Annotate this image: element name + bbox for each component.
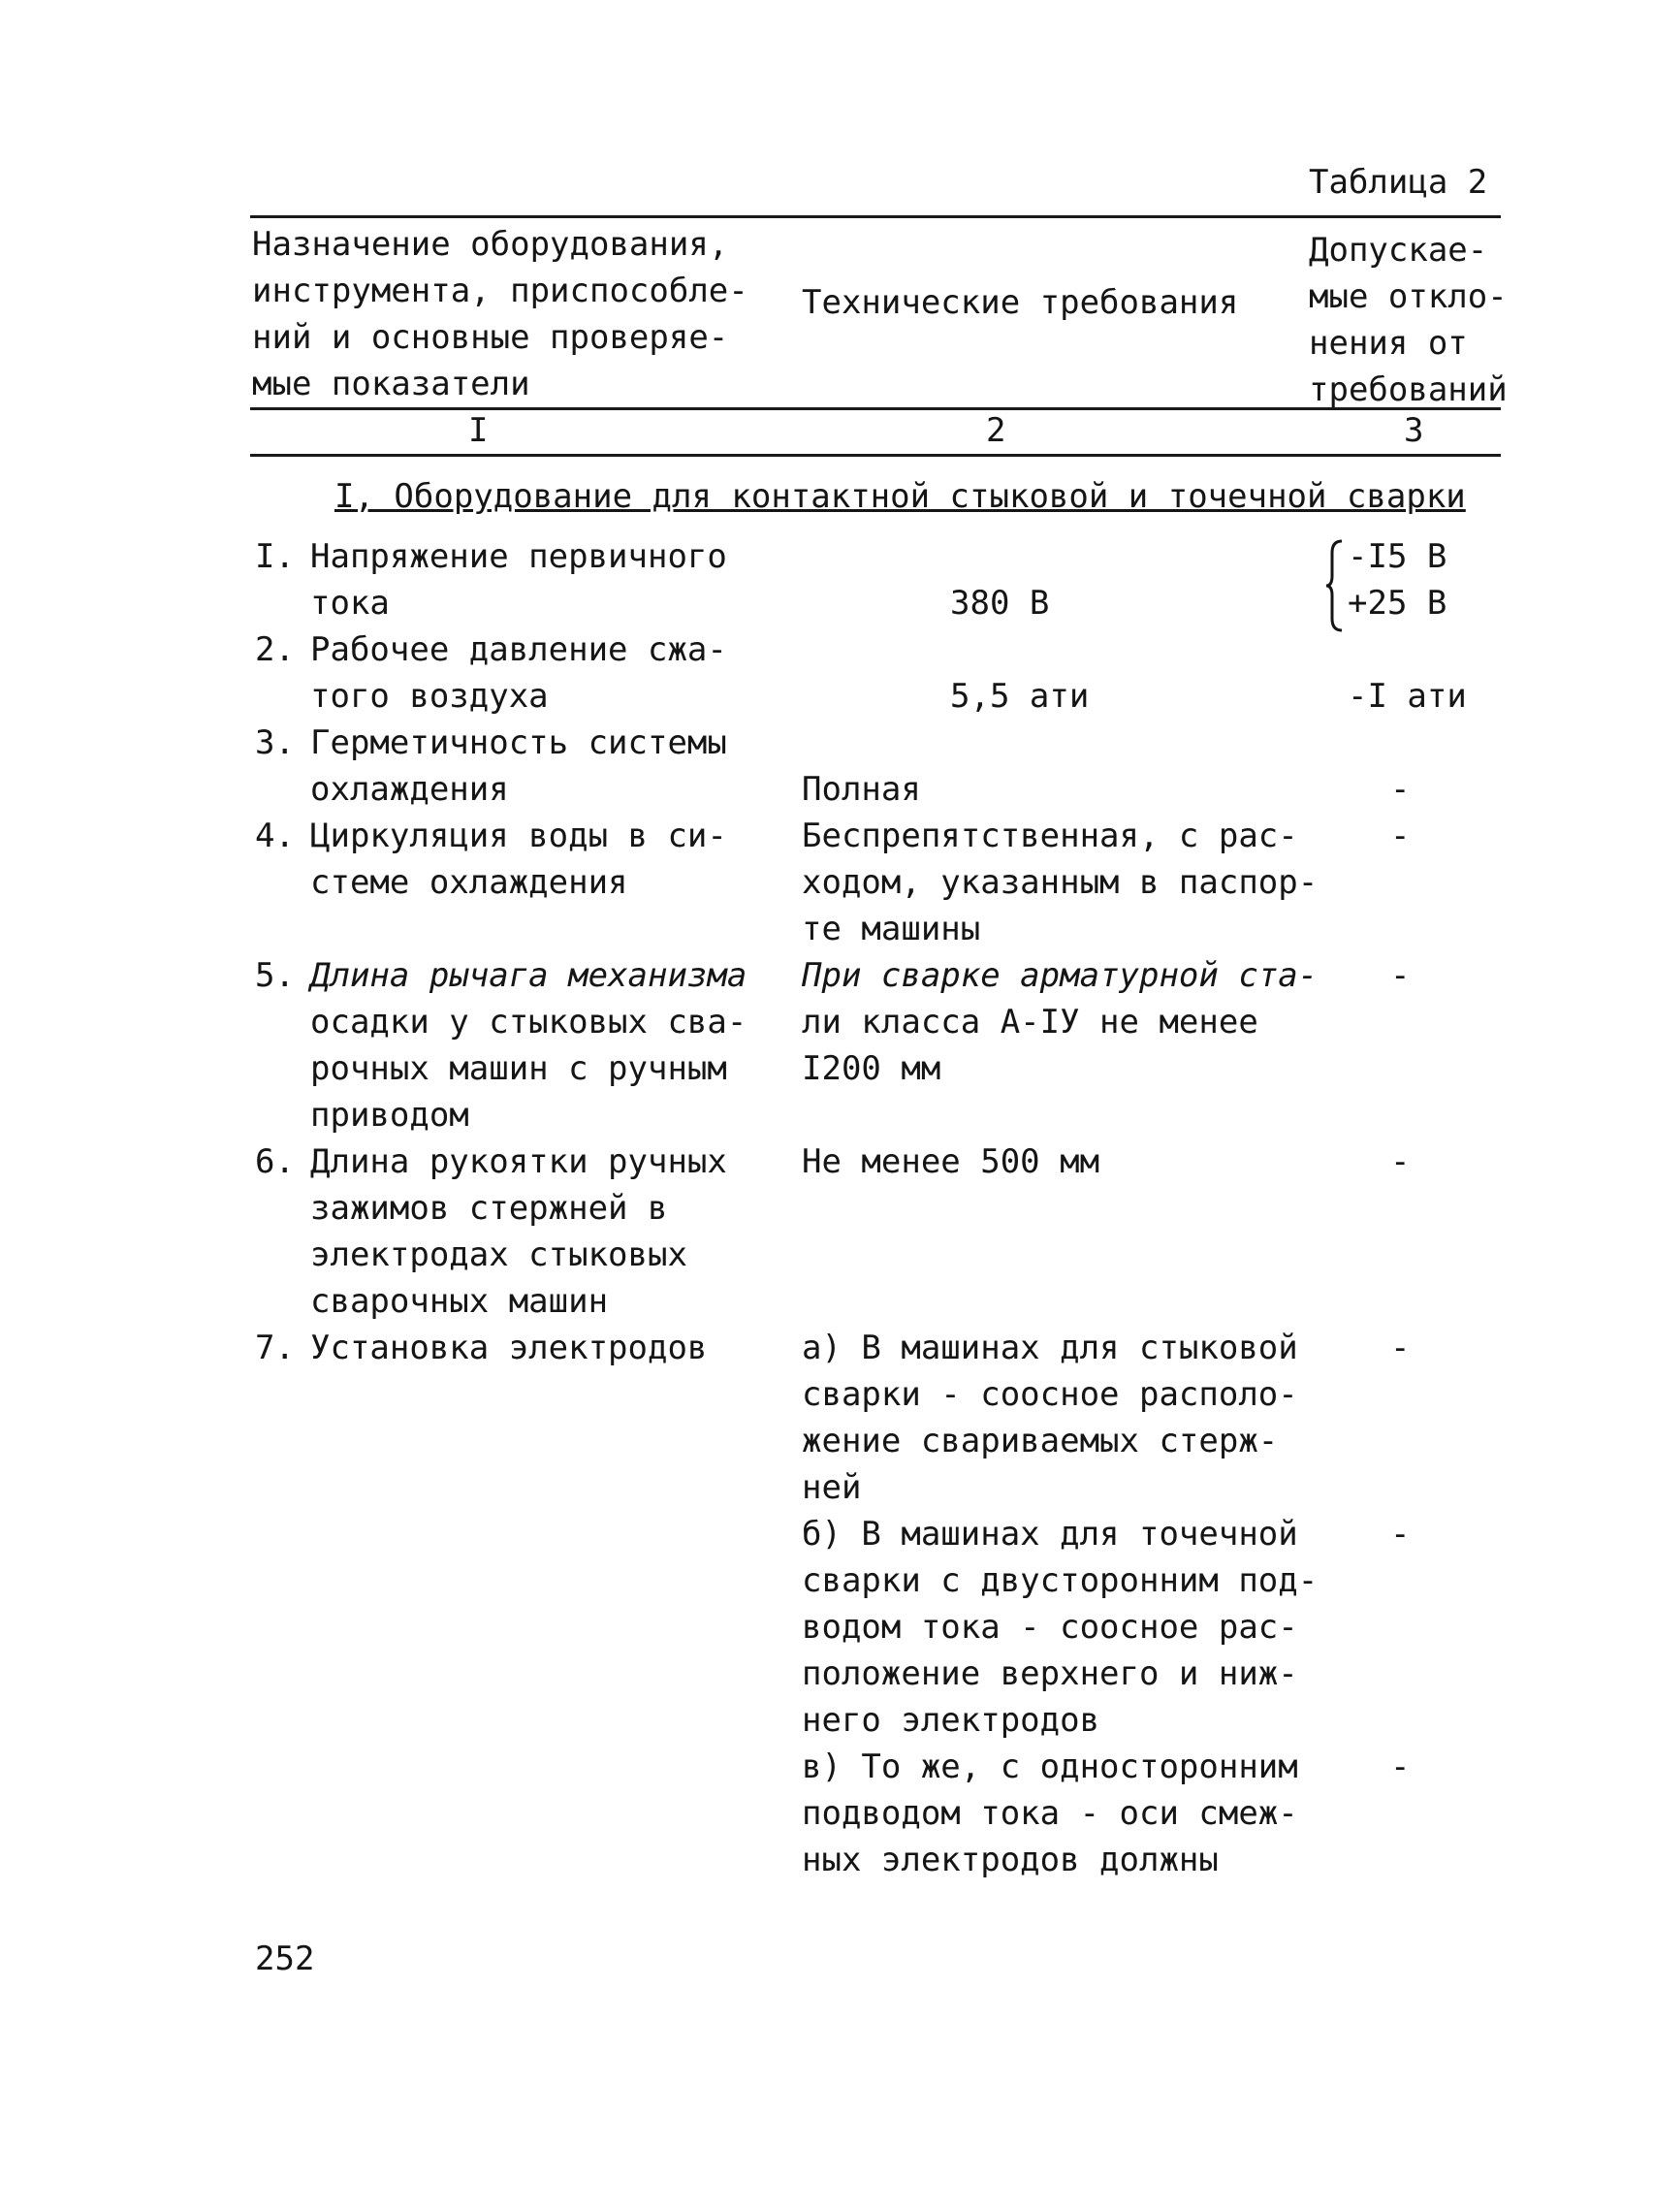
header-col2: Технические требования [802,283,1239,322]
row-7b-requirement-line-5: него электродов [802,1701,1100,1740]
row-1-number: I. [255,537,295,576]
column-number-3: 3 [1404,411,1424,450]
row-6-name-line-4: сварочных машин [310,1282,609,1321]
row-1-tolerance-line-2: +25 В [1348,584,1447,623]
row-6-name-line-3: электродах стыковых [310,1235,687,1274]
row-7-name: Установка электродов [310,1329,708,1367]
row-1-name-line-1: Напряжение первичного [310,537,727,576]
row-4-name-line-2: стеме охлаждения [310,863,628,902]
row-7b-requirement-line-2: сварки с двусторонним под- [802,1561,1319,1600]
column-number-1: I [468,411,489,450]
row-4-tolerance: - [1390,817,1411,855]
row-5-name-line-1: Длина рычага механизма [310,956,747,995]
row-3-requirement: Полная [802,770,921,809]
row-4-requirement-line-3: те машины [802,910,981,948]
row-7-number: 7. [255,1329,295,1367]
header-mid-rule [250,407,1501,410]
row-5-requirement-line-3: I200 мм [802,1049,941,1088]
row-7a-requirement-line-2: сварки - соосное располо- [802,1375,1298,1414]
row-3-number: 3. [255,723,295,762]
header-col1-line-3: ний и основные проверяе- [252,318,729,357]
header-col3-line-1: Допускае- [1309,231,1488,270]
row-4-requirement-line-1: Беспрепятственная, с рас- [802,817,1298,855]
row-2-requirement: 5,5 ати [950,677,1090,716]
row-2-name-line-2: того воздуха [310,677,549,716]
row-7a-requirement-line-3: жение свариваемых стерж- [802,1422,1279,1460]
row-5-number: 5. [255,956,295,995]
page-number: 252 [255,1940,315,1978]
tolerance-brace [1324,537,1346,634]
row-5-tolerance: - [1390,956,1411,995]
row-7a-requirement-line-4: ней [802,1468,862,1507]
row-2-number: 2. [255,630,295,669]
row-4-number: 4. [255,817,295,855]
row-4-requirement-line-2: ходом, указанным в паспор- [802,863,1319,902]
header-col3-line-3: нения от [1309,324,1468,363]
row-6-name-line-1: Длина рукоятки ручных [310,1142,727,1181]
header-col1-line-1: Назначение оборудования, [252,225,729,264]
row-6-requirement: Не менее 500 мм [802,1142,1100,1181]
row-2-tolerance: -I ати [1348,677,1467,716]
row-5-name-line-4: приводом [310,1096,469,1135]
row-5-requirement-line-1: При сварке арматурной ста- [802,956,1319,995]
row-3-name-line-2: охлаждения [310,770,509,809]
header-top-rule [250,215,1501,218]
row-1-requirement: 380 В [950,584,1050,623]
row-3-tolerance: - [1390,770,1411,809]
row-7c-requirement-line-3: ных электродов должны [802,1841,1219,1879]
row-7b-requirement-line-4: положение верхнего и ниж- [802,1654,1298,1693]
row-1-tolerance-line-1: -I5 В [1348,537,1447,576]
row-7c-requirement-line-1: в) То же, с односторонним [802,1747,1298,1786]
row-5-name-line-3: рочных машин с ручным [310,1049,727,1088]
row-2-name-line-1: Рабочее давление сжа- [310,630,727,669]
header-bottom-rule [250,454,1501,457]
row-7b-requirement-line-1: б) В машинах для точечной [802,1515,1298,1554]
header-col1-line-2: инструмента, приспособле- [252,272,748,310]
row-6-tolerance: - [1390,1142,1411,1181]
table-label: Таблица 2 [1309,163,1488,202]
row-4-name-line-1: Циркуляция воды в си- [310,817,727,855]
row-7b-requirement-line-3: водом тока - соосное рас- [802,1608,1298,1647]
header-col1-line-4: мые показатели [252,365,530,403]
row-7a-tolerance: - [1390,1329,1411,1367]
row-6-number: 6. [255,1142,295,1181]
row-5-requirement-line-2: ли класса А-IУ не менее [802,1003,1258,1042]
row-1-name-line-2: тока [310,584,390,623]
row-7c-requirement-line-2: подводом тока - оси смеж- [802,1794,1298,1833]
row-5-name-line-2: осадки у стыковых сва- [310,1003,747,1042]
row-7c-tolerance: - [1390,1747,1411,1786]
row-6-name-line-2: зажимов стержней в [310,1189,668,1228]
row-7a-requirement-line-1: а) В машинах для стыковой [802,1329,1298,1367]
row-7b-tolerance: - [1390,1515,1411,1554]
header-col3-line-2: мые откло- [1309,277,1508,316]
section-title: I, Оборудование для контактной стыковой и точечной сварки [334,477,1466,516]
row-3-name-line-1: Герметичность системы [310,723,727,762]
column-number-2: 2 [986,411,1006,450]
header-col3-line-4: требований [1309,370,1508,409]
